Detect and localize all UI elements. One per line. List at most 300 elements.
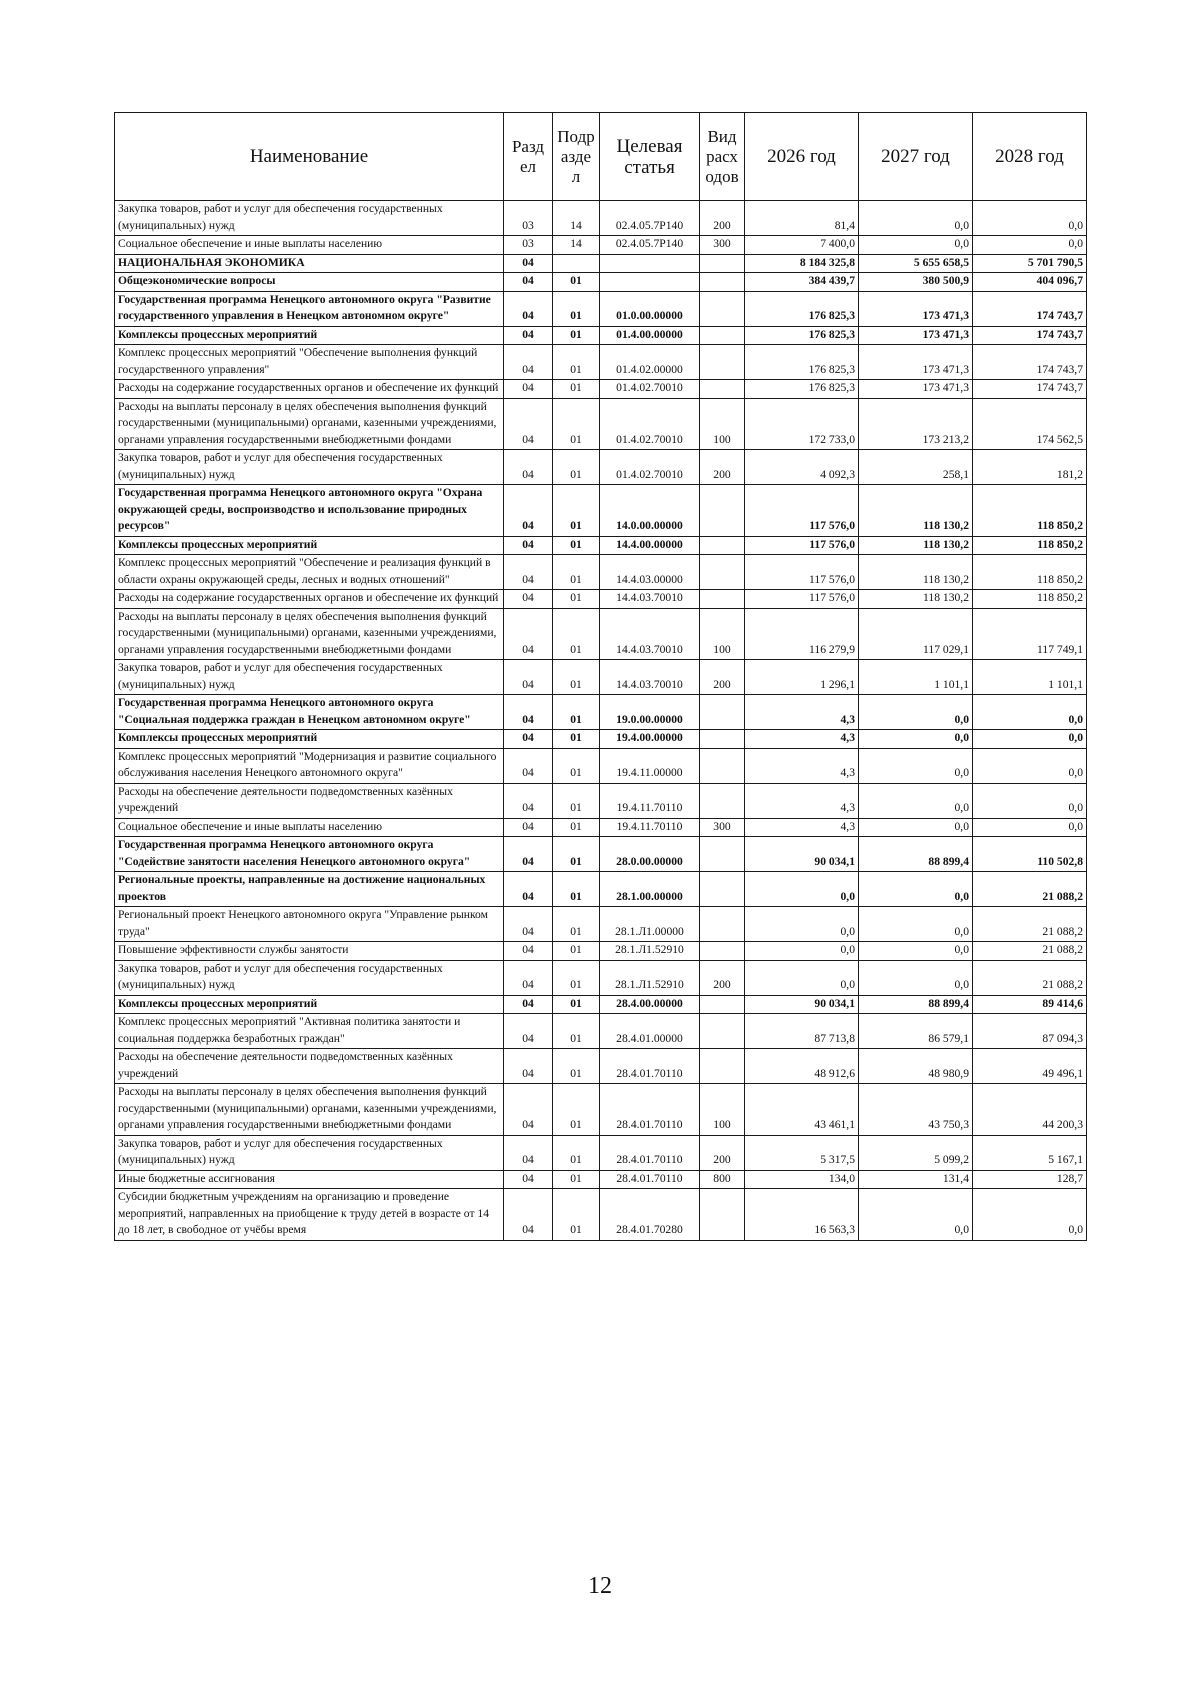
row-razdel: 04 — [504, 730, 553, 749]
row-razdel: 04 — [504, 398, 553, 450]
row-amount-2026: 176 825,3 — [745, 326, 859, 345]
row-name: Общеэкономические вопросы — [115, 273, 504, 292]
row-celevaya-statya: 28.4.01.70110 — [600, 1084, 700, 1136]
row-name: Государственная программа Ненецкого автономного округа "Социальная поддержка граждан в Ненецком автономном округе" — [115, 695, 504, 730]
row-name: Иные бюджетные ассигнования — [115, 1170, 504, 1189]
row-vid-rashodov — [700, 485, 745, 537]
row-amount-2026: 0,0 — [745, 960, 859, 995]
row-podrazdel: 01 — [553, 1170, 600, 1189]
row-razdel: 04 — [504, 1170, 553, 1189]
header-podrazdel: Подр азде л — [553, 113, 600, 201]
table-row — [115, 1049, 1087, 1084]
row-amount-2028: 174 743,7 — [973, 345, 1087, 380]
row-vid-rashodov — [700, 1049, 745, 1084]
row-amount-2026: 4,3 — [745, 818, 859, 837]
row-vid-rashodov — [700, 695, 745, 730]
row-amount-2027: 173 213,2 — [859, 398, 973, 450]
table-row — [115, 485, 1087, 537]
row-name: Расходы на выплаты персоналу в целях обеспечения выполнения функций государственными (муниципальными) органами, казенными учреждениями, органами управления государственными внебюджетными фондами — [115, 1084, 504, 1136]
row-podrazdel: 01 — [553, 345, 600, 380]
row-amount-2027: 5 655 658,5 — [859, 254, 973, 273]
row-celevaya-statya: 28.1.Л1.00000 — [600, 907, 700, 942]
row-celevaya-statya: 01.4.02.70010 — [600, 450, 700, 485]
row-celevaya-statya: 19.4.11.70110 — [600, 783, 700, 818]
table-row — [115, 730, 1087, 749]
row-podrazdel: 01 — [553, 730, 600, 749]
row-celevaya-statya: 14.4.03.00000 — [600, 555, 700, 590]
row-podrazdel: 01 — [553, 837, 600, 872]
row-amount-2026: 87 713,8 — [745, 1014, 859, 1049]
row-amount-2028: 21 088,2 — [973, 907, 1087, 942]
table-row — [115, 872, 1087, 907]
table-row — [115, 236, 1087, 255]
row-celevaya-statya: 28.4.00.00000 — [600, 995, 700, 1014]
row-amount-2026: 117 576,0 — [745, 590, 859, 609]
row-vid-rashodov: 300 — [700, 818, 745, 837]
row-celevaya-statya: 28.1.Л1.52910 — [600, 960, 700, 995]
row-celevaya-statya: 19.4.11.70110 — [600, 818, 700, 837]
row-vid-rashodov — [700, 536, 745, 555]
table-row — [115, 907, 1087, 942]
header-vid-rashodov: Вид расх одов — [700, 113, 745, 201]
row-razdel: 03 — [504, 236, 553, 255]
row-name: Закупка товаров, работ и услуг для обеспечения государственных (муниципальных) нужд — [115, 201, 504, 236]
row-amount-2028: 174 743,7 — [973, 291, 1087, 326]
row-podrazdel: 01 — [553, 536, 600, 555]
row-razdel: 04 — [504, 555, 553, 590]
row-razdel: 04 — [504, 608, 553, 660]
row-vid-rashodov — [700, 326, 745, 345]
row-razdel: 04 — [504, 907, 553, 942]
row-name: Закупка товаров, работ и услуг для обеспечения государственных (муниципальных) нужд — [115, 1135, 504, 1170]
row-amount-2027: 0,0 — [859, 236, 973, 255]
row-amount-2027: 48 980,9 — [859, 1049, 973, 1084]
row-razdel: 04 — [504, 1135, 553, 1170]
row-podrazdel: 01 — [553, 960, 600, 995]
row-name: Государственная программа Ненецкого автономного округа "Содействие занятости населения Ненецкого автономного округа" — [115, 837, 504, 872]
table-row — [115, 995, 1087, 1014]
row-vid-rashodov — [700, 273, 745, 292]
row-name: Комплекс процессных мероприятий "Обеспечение и реализация функций в области охраны окружающей среды, лесных и водных отношений" — [115, 555, 504, 590]
row-amount-2026: 4,3 — [745, 748, 859, 783]
table-row — [115, 942, 1087, 961]
row-amount-2028: 404 096,7 — [973, 273, 1087, 292]
header-name: Наименование — [115, 113, 504, 201]
row-razdel: 04 — [504, 995, 553, 1014]
row-amount-2028: 181,2 — [973, 450, 1087, 485]
row-celevaya-statya — [600, 273, 700, 292]
row-podrazdel: 01 — [553, 273, 600, 292]
row-name: Расходы на содержание государственных органов и обеспечение их функций — [115, 380, 504, 399]
row-podrazdel: 01 — [553, 907, 600, 942]
row-amount-2028: 110 502,8 — [973, 837, 1087, 872]
row-amount-2028: 87 094,3 — [973, 1014, 1087, 1049]
row-amount-2028: 174 743,7 — [973, 380, 1087, 399]
row-razdel: 04 — [504, 1084, 553, 1136]
row-razdel: 04 — [504, 450, 553, 485]
row-vid-rashodov — [700, 555, 745, 590]
header-celevaya-statya: Целевая статья — [600, 113, 700, 201]
row-podrazdel: 01 — [553, 748, 600, 783]
row-name: Расходы на содержание государственных органов и обеспечение их функций — [115, 590, 504, 609]
row-amount-2026: 48 912,6 — [745, 1049, 859, 1084]
row-amount-2028: 49 496,1 — [973, 1049, 1087, 1084]
row-podrazdel: 01 — [553, 590, 600, 609]
row-amount-2026: 117 576,0 — [745, 485, 859, 537]
table-row — [115, 380, 1087, 399]
row-vid-rashodov — [700, 1014, 745, 1049]
row-amount-2027: 86 579,1 — [859, 1014, 973, 1049]
row-celevaya-statya: 01.4.02.70010 — [600, 398, 700, 450]
row-vid-rashodov — [700, 254, 745, 273]
row-podrazdel: 01 — [553, 1014, 600, 1049]
row-vid-rashodov — [700, 872, 745, 907]
row-vid-rashodov: 100 — [700, 398, 745, 450]
row-amount-2026: 16 563,3 — [745, 1189, 859, 1241]
row-amount-2027: 173 471,3 — [859, 345, 973, 380]
row-amount-2028: 0,0 — [973, 1189, 1087, 1241]
row-razdel: 04 — [504, 326, 553, 345]
row-name: Государственная программа Ненецкого автономного округа "Развитие государственного управления в Ненецком автономном округе" — [115, 291, 504, 326]
row-podrazdel: 01 — [553, 380, 600, 399]
row-amount-2027: 173 471,3 — [859, 291, 973, 326]
row-vid-rashodov — [700, 1189, 745, 1241]
row-name: Региональный проект Ненецкого автономного округа "Управление рынком труда" — [115, 907, 504, 942]
row-razdel: 04 — [504, 660, 553, 695]
row-amount-2027: 0,0 — [859, 730, 973, 749]
row-podrazdel: 01 — [553, 942, 600, 961]
row-amount-2028: 0,0 — [973, 730, 1087, 749]
table-row — [115, 555, 1087, 590]
row-amount-2026: 90 034,1 — [745, 837, 859, 872]
row-name: Расходы на обеспечение деятельности подведомственных казённых учреждений — [115, 783, 504, 818]
row-vid-rashodov — [700, 748, 745, 783]
row-amount-2026: 0,0 — [745, 907, 859, 942]
row-amount-2026: 172 733,0 — [745, 398, 859, 450]
budget-table-sheet — [114, 112, 1087, 1241]
table-row — [115, 660, 1087, 695]
table-row — [115, 590, 1087, 609]
row-amount-2027: 0,0 — [859, 907, 973, 942]
row-name: Комплексы процессных мероприятий — [115, 995, 504, 1014]
table-row — [115, 273, 1087, 292]
table-row — [115, 326, 1087, 345]
table-row — [115, 748, 1087, 783]
row-amount-2028: 174 562,5 — [973, 398, 1087, 450]
row-podrazdel: 01 — [553, 555, 600, 590]
table-header — [115, 113, 1087, 201]
row-razdel: 04 — [504, 942, 553, 961]
row-amount-2027: 117 029,1 — [859, 608, 973, 660]
row-razdel: 04 — [504, 818, 553, 837]
row-razdel: 04 — [504, 695, 553, 730]
row-amount-2027: 1 101,1 — [859, 660, 973, 695]
row-name: Закупка товаров, работ и услуг для обеспечения государственных (муниципальных) нужд — [115, 450, 504, 485]
row-vid-rashodov: 800 — [700, 1170, 745, 1189]
table-row — [115, 1189, 1087, 1241]
row-celevaya-statya: 14.0.00.00000 — [600, 485, 700, 537]
row-amount-2027: 0,0 — [859, 783, 973, 818]
row-podrazdel: 01 — [553, 450, 600, 485]
row-celevaya-statya: 28.4.01.70280 — [600, 1189, 700, 1241]
row-name: Комплекс процессных мероприятий "Обеспечение выполнения функций государственного управления" — [115, 345, 504, 380]
row-amount-2026: 384 439,7 — [745, 273, 859, 292]
row-name: Субсидии бюджетным учреждениям на организацию и проведение мероприятий, направленных на приобщение к труду детей в возрасте от 14 до 18 лет, в свободное от учёбы время — [115, 1189, 504, 1241]
row-razdel: 04 — [504, 1014, 553, 1049]
row-amount-2026: 7 400,0 — [745, 236, 859, 255]
row-amount-2028: 1 101,1 — [973, 660, 1087, 695]
row-amount-2026: 176 825,3 — [745, 380, 859, 399]
row-name: Региональные проекты, направленные на достижение национальных проектов — [115, 872, 504, 907]
row-podrazdel: 01 — [553, 398, 600, 450]
row-celevaya-statya: 28.1.Л1.52910 — [600, 942, 700, 961]
row-amount-2027: 118 130,2 — [859, 536, 973, 555]
row-celevaya-statya: 01.4.00.00000 — [600, 326, 700, 345]
table-row — [115, 536, 1087, 555]
row-amount-2027: 43 750,3 — [859, 1084, 973, 1136]
row-amount-2028: 0,0 — [973, 695, 1087, 730]
row-amount-2028: 118 850,2 — [973, 590, 1087, 609]
row-name: Комплексы процессных мероприятий — [115, 326, 504, 345]
row-celevaya-statya: 28.4.01.00000 — [600, 1014, 700, 1049]
row-amount-2028: 0,0 — [973, 818, 1087, 837]
row-celevaya-statya: 19.4.11.00000 — [600, 748, 700, 783]
row-amount-2028: 0,0 — [973, 783, 1087, 818]
row-vid-rashodov — [700, 907, 745, 942]
row-vid-rashodov — [700, 995, 745, 1014]
row-amount-2026: 81,4 — [745, 201, 859, 236]
header-razdel: Разд ел — [504, 113, 553, 201]
row-razdel: 04 — [504, 783, 553, 818]
row-vid-rashodov: 200 — [700, 201, 745, 236]
row-vid-rashodov — [700, 942, 745, 961]
row-name: НАЦИОНАЛЬНАЯ ЭКОНОМИКА — [115, 254, 504, 273]
row-razdel: 04 — [504, 872, 553, 907]
row-amount-2027: 5 099,2 — [859, 1135, 973, 1170]
row-celevaya-statya: 14.4.03.70010 — [600, 590, 700, 609]
row-razdel: 04 — [504, 254, 553, 273]
row-celevaya-statya: 14.4.03.70010 — [600, 660, 700, 695]
row-amount-2027: 258,1 — [859, 450, 973, 485]
table-row — [115, 783, 1087, 818]
table-row — [115, 1170, 1087, 1189]
row-podrazdel: 01 — [553, 291, 600, 326]
table-row — [115, 695, 1087, 730]
row-razdel: 04 — [504, 345, 553, 380]
row-podrazdel: 01 — [553, 695, 600, 730]
row-podrazdel: 14 — [553, 201, 600, 236]
row-podrazdel: 01 — [553, 1189, 600, 1241]
row-razdel: 04 — [504, 590, 553, 609]
row-razdel: 04 — [504, 960, 553, 995]
row-amount-2027: 131,4 — [859, 1170, 973, 1189]
row-podrazdel: 01 — [553, 872, 600, 907]
row-razdel: 04 — [504, 485, 553, 537]
row-amount-2028: 5 167,1 — [973, 1135, 1087, 1170]
row-amount-2026: 90 034,1 — [745, 995, 859, 1014]
row-vid-rashodov — [700, 590, 745, 609]
header-year-2028: 2028 год — [973, 113, 1087, 201]
row-vid-rashodov: 200 — [700, 1135, 745, 1170]
row-celevaya-statya: 02.4.05.7Р140 — [600, 236, 700, 255]
row-name: Социальное обеспечение и иные выплаты населению — [115, 818, 504, 837]
row-amount-2027: 118 130,2 — [859, 590, 973, 609]
row-celevaya-statya: 01.4.02.70010 — [600, 380, 700, 399]
table-row — [115, 960, 1087, 995]
row-name: Социальное обеспечение и иные выплаты населению — [115, 236, 504, 255]
row-amount-2026: 176 825,3 — [745, 291, 859, 326]
row-amount-2028: 21 088,2 — [973, 872, 1087, 907]
row-amount-2028: 118 850,2 — [973, 536, 1087, 555]
row-amount-2028: 118 850,2 — [973, 485, 1087, 537]
row-name: Расходы на выплаты персоналу в целях обеспечения выполнения функций государственными (муниципальными) органами, казенными учреждениями, органами управления государственными внебюджетными фондами — [115, 398, 504, 450]
table-row — [115, 1084, 1087, 1136]
budget-table — [114, 112, 1087, 1241]
row-vid-rashodov — [700, 783, 745, 818]
row-amount-2026: 4,3 — [745, 695, 859, 730]
row-amount-2028: 174 743,7 — [973, 326, 1087, 345]
row-amount-2026: 1 296,1 — [745, 660, 859, 695]
row-vid-rashodov: 200 — [700, 450, 745, 485]
page-number: 12 — [588, 1573, 612, 1599]
row-amount-2026: 117 576,0 — [745, 536, 859, 555]
table-row — [115, 254, 1087, 273]
table-row — [115, 450, 1087, 485]
row-amount-2027: 118 130,2 — [859, 485, 973, 537]
table-row — [115, 837, 1087, 872]
row-celevaya-statya: 01.4.02.00000 — [600, 345, 700, 380]
table-row — [115, 398, 1087, 450]
row-name: Повышение эффективности службы занятости — [115, 942, 504, 961]
row-amount-2026: 5 317,5 — [745, 1135, 859, 1170]
table-row — [115, 1135, 1087, 1170]
row-podrazdel — [553, 254, 600, 273]
row-razdel: 04 — [504, 273, 553, 292]
row-celevaya-statya: 19.4.00.00000 — [600, 730, 700, 749]
table-body — [115, 201, 1087, 1241]
table-row — [115, 291, 1087, 326]
row-vid-rashodov — [700, 730, 745, 749]
row-podrazdel: 01 — [553, 485, 600, 537]
row-podrazdel: 01 — [553, 818, 600, 837]
row-amount-2028: 89 414,6 — [973, 995, 1087, 1014]
row-celevaya-statya: 28.4.01.70110 — [600, 1049, 700, 1084]
header-year-2027: 2027 год — [859, 113, 973, 201]
row-amount-2027: 88 899,4 — [859, 837, 973, 872]
row-podrazdel: 01 — [553, 326, 600, 345]
row-amount-2027: 0,0 — [859, 695, 973, 730]
row-amount-2026: 0,0 — [745, 942, 859, 961]
row-celevaya-statya — [600, 254, 700, 273]
row-amount-2026: 116 279,9 — [745, 608, 859, 660]
row-amount-2027: 173 471,3 — [859, 380, 973, 399]
row-razdel: 04 — [504, 291, 553, 326]
row-amount-2027: 0,0 — [859, 872, 973, 907]
row-name: Государственная программа Ненецкого автономного округа "Охрана окружающей среды, воспроизводство и использование природных ресурсов" — [115, 485, 504, 537]
row-vid-rashodov: 100 — [700, 1084, 745, 1136]
row-vid-rashodov: 200 — [700, 660, 745, 695]
row-razdel: 04 — [504, 536, 553, 555]
row-vid-rashodov: 200 — [700, 960, 745, 995]
row-amount-2028: 21 088,2 — [973, 942, 1087, 961]
header-year-2026: 2026 год — [745, 113, 859, 201]
row-celevaya-statya: 28.1.00.00000 — [600, 872, 700, 907]
row-celevaya-statya: 28.4.01.70110 — [600, 1170, 700, 1189]
row-amount-2027: 88 899,4 — [859, 995, 973, 1014]
row-vid-rashodov — [700, 837, 745, 872]
row-celevaya-statya: 14.4.03.70010 — [600, 608, 700, 660]
row-amount-2027: 173 471,3 — [859, 326, 973, 345]
row-name: Комплекс процессных мероприятий "Активная политика занятости и социальная поддержка безработных граждан" — [115, 1014, 504, 1049]
table-row — [115, 818, 1087, 837]
table-row — [115, 608, 1087, 660]
row-amount-2027: 0,0 — [859, 818, 973, 837]
row-amount-2028: 128,7 — [973, 1170, 1087, 1189]
row-amount-2026: 0,0 — [745, 872, 859, 907]
row-podrazdel: 01 — [553, 1135, 600, 1170]
row-celevaya-statya: 14.4.00.00000 — [600, 536, 700, 555]
row-amount-2028: 0,0 — [973, 201, 1087, 236]
table-row — [115, 1014, 1087, 1049]
row-vid-rashodov — [700, 345, 745, 380]
row-podrazdel: 01 — [553, 783, 600, 818]
row-amount-2028: 118 850,2 — [973, 555, 1087, 590]
row-podrazdel: 01 — [553, 660, 600, 695]
row-amount-2028: 117 749,1 — [973, 608, 1087, 660]
row-vid-rashodov: 300 — [700, 236, 745, 255]
row-amount-2028: 0,0 — [973, 236, 1087, 255]
row-amount-2028: 5 701 790,5 — [973, 254, 1087, 273]
row-podrazdel: 14 — [553, 236, 600, 255]
row-razdel: 04 — [504, 837, 553, 872]
table-row — [115, 345, 1087, 380]
row-vid-rashodov: 100 — [700, 608, 745, 660]
row-celevaya-statya: 28.0.00.00000 — [600, 837, 700, 872]
row-name: Расходы на выплаты персоналу в целях обеспечения выполнения функций государственными (муниципальными) органами, казенными учреждениями, органами управления государственными внебюджетными фондами — [115, 608, 504, 660]
row-podrazdel: 01 — [553, 608, 600, 660]
row-amount-2028: 21 088,2 — [973, 960, 1087, 995]
row-razdel: 04 — [504, 1189, 553, 1241]
row-amount-2027: 118 130,2 — [859, 555, 973, 590]
row-amount-2028: 0,0 — [973, 748, 1087, 783]
row-amount-2027: 0,0 — [859, 942, 973, 961]
row-razdel: 03 — [504, 201, 553, 236]
row-amount-2026: 117 576,0 — [745, 555, 859, 590]
row-name: Комплекс процессных мероприятий "Модернизация и развитие социального обслуживания населения Ненецкого автономного округа" — [115, 748, 504, 783]
row-vid-rashodov — [700, 291, 745, 326]
row-amount-2026: 4,3 — [745, 783, 859, 818]
row-razdel: 04 — [504, 1049, 553, 1084]
row-razdel: 04 — [504, 380, 553, 399]
row-name: Комплексы процессных мероприятий — [115, 536, 504, 555]
row-amount-2027: 0,0 — [859, 748, 973, 783]
row-amount-2026: 134,0 — [745, 1170, 859, 1189]
row-amount-2028: 44 200,3 — [973, 1084, 1087, 1136]
row-amount-2026: 4 092,3 — [745, 450, 859, 485]
row-name: Закупка товаров, работ и услуг для обеспечения государственных (муниципальных) нужд — [115, 960, 504, 995]
row-celevaya-statya: 19.0.00.00000 — [600, 695, 700, 730]
row-celevaya-statya: 02.4.05.7Р140 — [600, 201, 700, 236]
row-name: Расходы на обеспечение деятельности подведомственных казённых учреждений — [115, 1049, 504, 1084]
row-amount-2026: 8 184 325,8 — [745, 254, 859, 273]
row-amount-2026: 176 825,3 — [745, 345, 859, 380]
row-amount-2027: 0,0 — [859, 960, 973, 995]
row-name: Комплексы процессных мероприятий — [115, 730, 504, 749]
table-row — [115, 201, 1087, 236]
row-amount-2027: 0,0 — [859, 201, 973, 236]
row-razdel: 04 — [504, 748, 553, 783]
row-podrazdel: 01 — [553, 1084, 600, 1136]
